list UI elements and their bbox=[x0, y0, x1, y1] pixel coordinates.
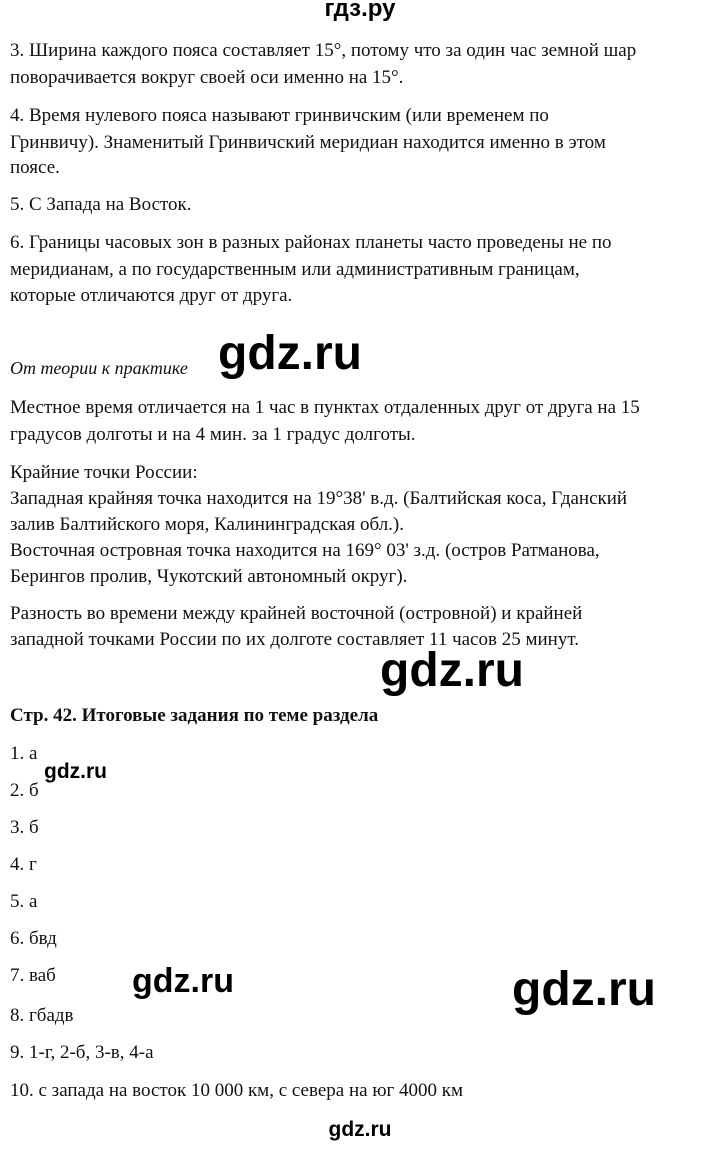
answer-6-line-2: меридианам, а по государственным или административным границам, bbox=[10, 259, 580, 280]
answer-6-line-1: 6. Границы часовых зон в разных районах планеты часто проведены не по bbox=[10, 232, 612, 253]
extreme-points-title: Крайние точки России: bbox=[10, 462, 198, 483]
practice-line-2: градусов долготы и на 4 мин. за 1 градус долготы. bbox=[10, 424, 416, 445]
site-header-watermark: гдз.ру bbox=[324, 0, 396, 22]
answer-3-line-2: поворачивается вокруг своей оси именно на 15°. bbox=[10, 67, 404, 88]
final-answer-3: 3. б bbox=[10, 817, 39, 838]
practice-line-1: Местное время отличается на 1 час в пунктах отдаленных друг от друга на 15 bbox=[10, 397, 640, 418]
section-heading-page-42: Стр. 42. Итоговые задания по теме раздела bbox=[10, 705, 379, 726]
final-answer-10: 10. с запада на восток 10 000 км, с севера на юг 4000 км bbox=[10, 1080, 464, 1101]
answer-6-line-3: которые отличаются друг от друга. bbox=[10, 285, 293, 306]
final-answer-4: 4. г bbox=[10, 854, 37, 875]
final-answer-1: 1. а bbox=[10, 743, 38, 764]
answer-4-line-2: Гринвичу). Знаменитый Гринвичский меридиан находится именно в этом bbox=[10, 132, 606, 153]
final-answer-2: 2. б bbox=[10, 780, 39, 801]
watermark: gdz.ru bbox=[44, 760, 107, 783]
answer-4-line-3: поясе. bbox=[10, 157, 60, 178]
west-point-line-1: Западная крайняя точка находится на 19°38' в.д. (Балтийская коса, Гданский bbox=[10, 488, 628, 509]
answer-4-line-1: 4. Время нулевого пояса называют гринвичским (или временем по bbox=[10, 105, 549, 126]
watermark: gdz.ru bbox=[218, 327, 362, 380]
time-difference-line-1: Разность во времени между крайней восточной (островной) и крайней bbox=[10, 603, 583, 624]
east-point-line-1: Восточная островная точка находится на 169° 03' з.д. (остров Ратманова, bbox=[10, 540, 600, 561]
final-answer-5: 5. а bbox=[10, 891, 38, 912]
final-answer-9: 9. 1-г, 2-б, 3-в, 4-а bbox=[10, 1042, 154, 1063]
watermark: gdz.ru bbox=[380, 644, 524, 697]
final-answer-7: 7. ваб bbox=[10, 965, 56, 986]
watermark: gdz.ru bbox=[512, 963, 656, 1016]
section-heading-theory-practice: От теории к практике bbox=[10, 358, 188, 378]
east-point-line-2: Берингов пролив, Чукотский автономный округ). bbox=[10, 566, 408, 587]
west-point-line-2: залив Балтийского моря, Калининградская обл.). bbox=[10, 514, 405, 535]
footer-watermark: gdz.ru bbox=[328, 1118, 392, 1141]
watermark: gdz.ru bbox=[132, 962, 234, 1000]
answer-3-line-1: 3. Ширина каждого пояса составляет 15°, потому что за один час земной шар bbox=[10, 40, 637, 61]
final-answer-8: 8. гбадв bbox=[10, 1005, 74, 1026]
final-answer-6: 6. бвд bbox=[10, 928, 57, 949]
answer-5: 5. С Запада на Восток. bbox=[10, 194, 192, 215]
time-difference-line-2: западной точками России по их долготе составляет 11 часов 25 минут. bbox=[10, 629, 579, 650]
